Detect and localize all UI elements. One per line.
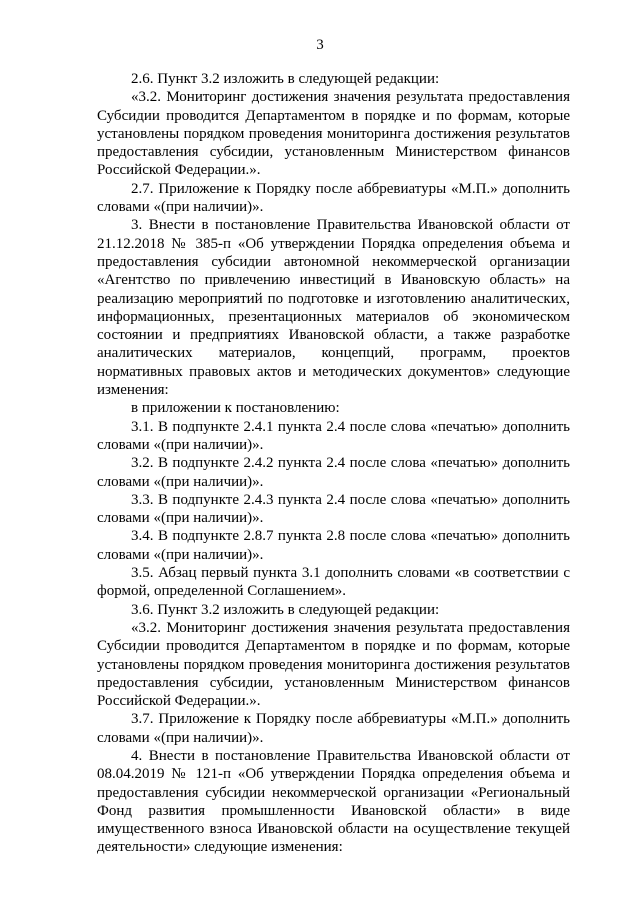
paragraph-3-6: 3.6. Пункт 3.2 изложить в следующей редакции: — [131, 601, 440, 618]
paragraph-3-2: 3.2. В подпункте 2.4.2 пункта 2.4 после слова «печатью» дополнить словами «(при наличии)». — [97, 455, 570, 490]
paragraph-4: 4. Внести в постановление Правительства Ивановской области от 08.04.2019 № 121-п «Об утверждении Порядка определения объема и предоставления субсидии некоммерческой организации «Региональный Фонд развития промышленности Ивановской области» в виде имущественного взноса Ивановской области на осуществление текущей деятельности» следующие изменения: — [97, 747, 570, 856]
paragraph-2-6: 2.6. Пункт 3.2 изложить в следующей редакции: — [131, 71, 440, 87]
page-number: 3 — [316, 37, 324, 53]
paragraph-3-5: 3.5. Абзац первый пункта 3.1 дополнить словами «в соответствии с формой, определенной Соглашением». — [97, 565, 570, 600]
paragraph-2-6-text: «3.2. Мониторинг достижения значения результата предоставления Субсидии проводится Департаментом в порядке и по формам, которые установлены порядком проведения мониторинга достижения результатов предоставления субсидии, установленным Министерством финансов Российской Федерации.». — [97, 89, 570, 179]
paragraph-3-4: 3.4. В подпункте 2.8.7 пункта 2.8 после слова «печатью» дополнить словами «(при наличии)». — [97, 528, 570, 563]
paragraph-3-7: 3.7. Приложение к Порядку после аббревиатуры «М.П.» дополнить словами «(при наличии)». — [97, 711, 570, 746]
paragraph-2-7: 2.7. Приложение к Порядку после аббревиатуры «М.П.» дополнить словами «(при наличии)». — [97, 180, 570, 216]
paragraph-3-intro: в приложении к постановлению: — [131, 400, 340, 417]
paragraph-3-3: 3.3. В подпункте 2.4.3 пункта 2.4 после слова «печатью» дополнить словами «(при наличии)». — [97, 491, 570, 527]
paragraph-3-6-text: «3.2. Мониторинг достижения значения результата предоставления Субсидии проводится Департаментом в порядке и по формам, которые установлены порядком проведения мониторинга достижения результатов предоставления субсидии, установленным Министерством финансов Российской Федерации.». — [97, 619, 570, 710]
paragraph-3-1: 3.1. В подпункте 2.4.1 пункта 2.4 после слова «печатью» дополнить словами «(при наличии)». — [97, 418, 570, 453]
paragraph-3: 3. Внести в постановление Правительства Ивановской области от 21.12.2018 № 385-п «Об утверждении Порядка определения объема и предоставления субсидии автономной некоммерческой организации «Агентство по привлечению инвестиций в Ивановскую область» на реализацию мероприятий по подготовке и изготовлению аналитических, информационных, презентационных материалов об экономическом состоянии и предприятиях Ивановской области, а также разработке аналитических материалов, концепций, программ, проектов нормативных правовых актов и методических документов» следующие изменения: — [97, 217, 570, 399]
document-body — [97, 70, 570, 857]
